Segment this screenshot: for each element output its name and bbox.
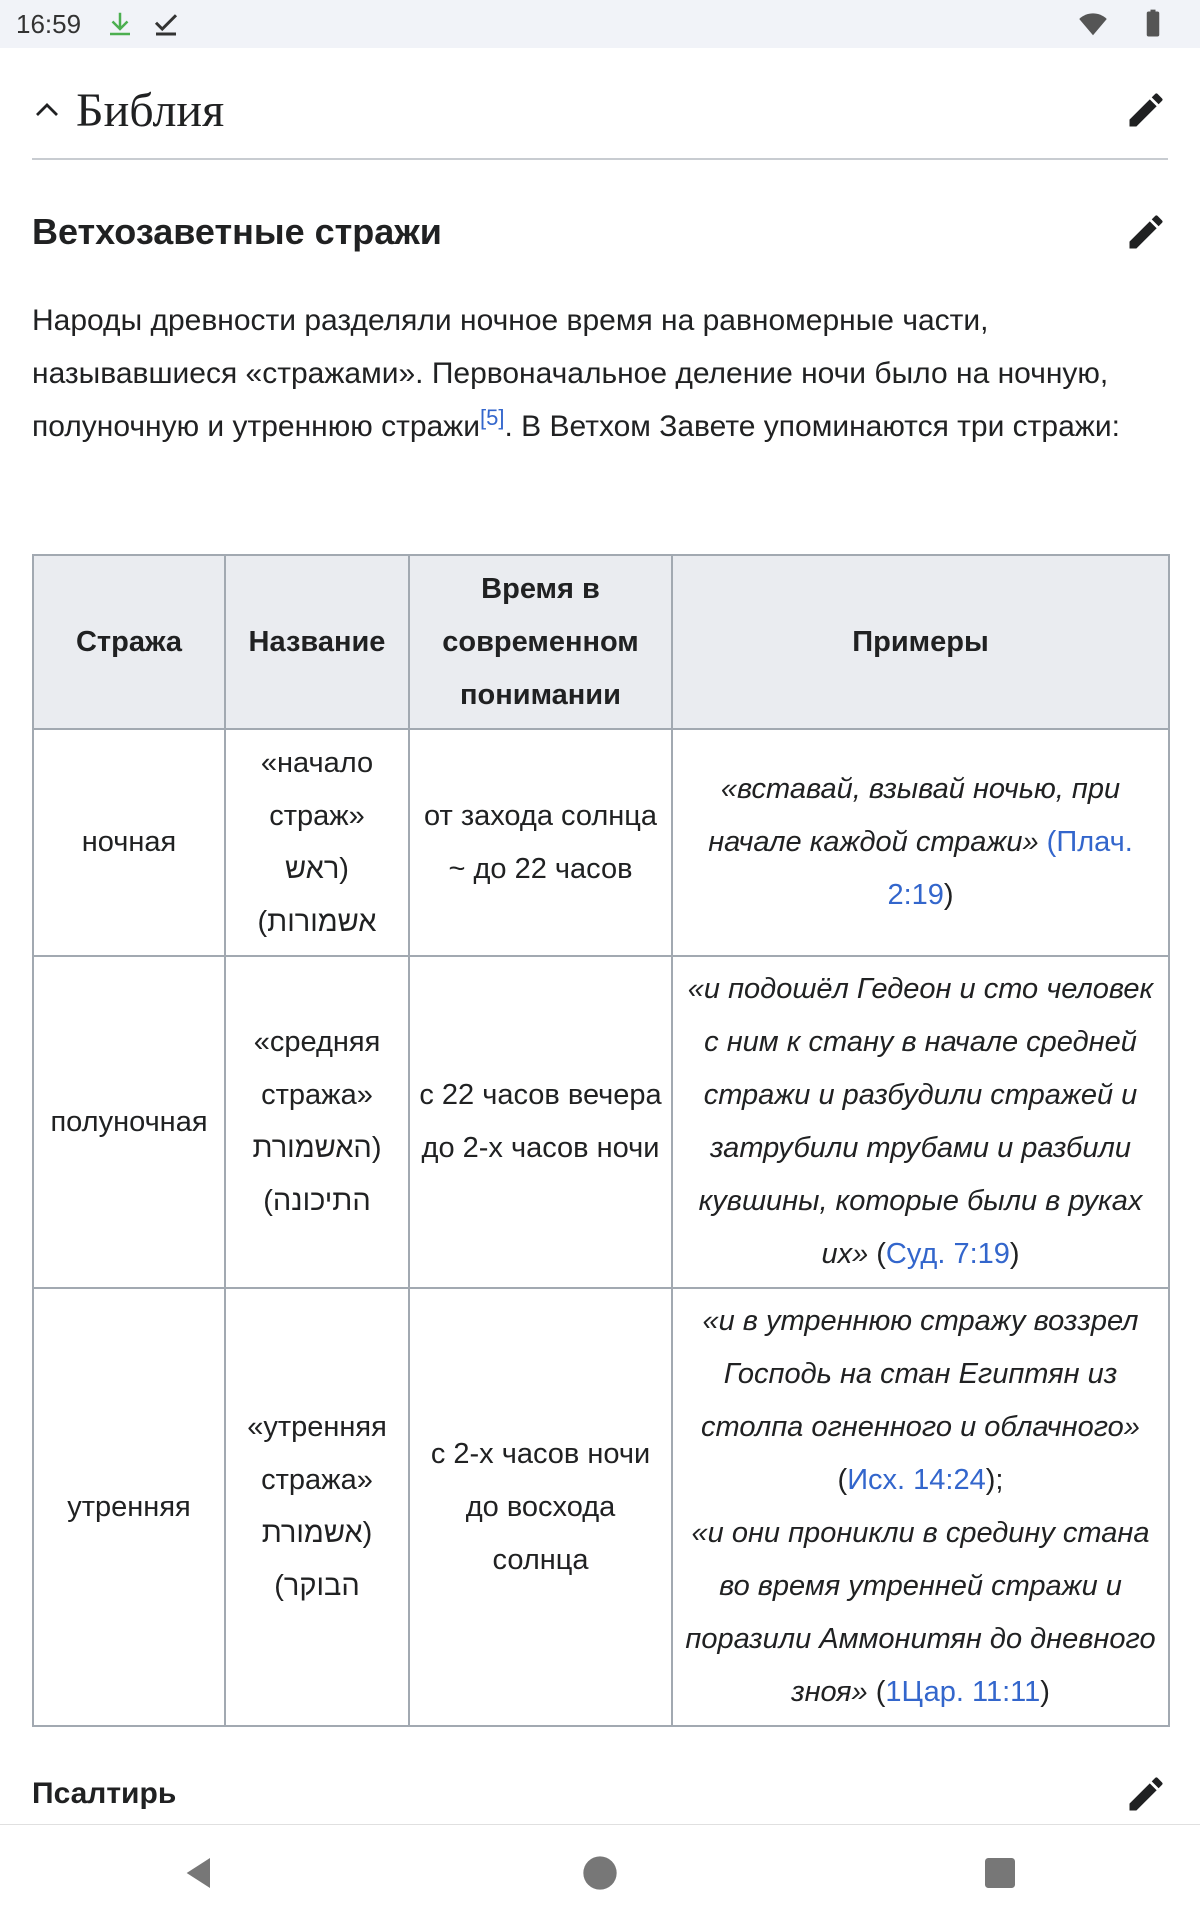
cell-watch: утренняя xyxy=(33,1288,225,1726)
name-ru: «утренняя стража» xyxy=(247,1411,387,1496)
chevron-up-icon[interactable] xyxy=(32,95,62,125)
wifi-icon xyxy=(1078,9,1108,39)
cell-time: с 2-х часов ночи до восхода солнца xyxy=(409,1288,672,1726)
cell-name xyxy=(225,729,409,956)
cell-name xyxy=(225,1288,409,1726)
example-open: ( xyxy=(868,1238,886,1270)
pencil-icon[interactable] xyxy=(1124,1772,1168,1816)
example-quote: «и в утреннюю стражу воззрел Господь на стан Египтян из столпа огненного и облачного» xyxy=(701,1305,1140,1443)
table-row xyxy=(33,1288,1169,1726)
bible-ref-link[interactable]: 1Цар. 11:11 xyxy=(885,1676,1041,1708)
header-time: Время в современном понимании xyxy=(409,555,672,729)
example-close: ) xyxy=(1040,1676,1050,1708)
navigation-bar xyxy=(0,1824,1200,1921)
name-hebrew: (אשמורת הבוקר) xyxy=(261,1517,373,1602)
cell-watch: полуночная xyxy=(33,956,225,1288)
check-icon xyxy=(151,9,181,39)
back-icon[interactable] xyxy=(180,1853,220,1893)
bible-ref-link[interactable]: Плач. 2:19 xyxy=(887,826,1133,911)
next-section-header xyxy=(32,1764,1168,1824)
header-examples: Примеры xyxy=(672,555,1169,729)
bible-ref-link[interactable]: Суд. 7:19 xyxy=(885,1238,1010,1270)
download-icon xyxy=(105,9,135,39)
next-section-title: Псалтирь xyxy=(32,1777,177,1810)
cell-name xyxy=(225,956,409,1288)
status-time: 16:59 xyxy=(16,8,82,39)
section-header[interactable] xyxy=(32,62,1168,160)
watches-table xyxy=(32,554,1170,1727)
example-open: ( xyxy=(837,1464,848,1496)
status-bar xyxy=(0,0,1200,48)
bible-ref-link[interactable]: Исх. 14:24 xyxy=(847,1464,986,1496)
table-row xyxy=(33,956,1169,1288)
example-close: ); xyxy=(985,1464,1004,1496)
cell-examples xyxy=(672,729,1169,956)
paragraph-text: Народы древности разделяли ночное время на равномерные части, называвшиеся «стражами». Первоначальное деление ночи было на ночную, полуночную и утреннюю стражи xyxy=(32,304,1109,443)
example-close: ) xyxy=(943,879,954,911)
example-open: ( xyxy=(867,1676,886,1708)
cell-examples xyxy=(672,956,1169,1288)
section-title: Библия xyxy=(76,83,225,137)
name-hebrew: (האשמורת התיכונה) xyxy=(252,1132,382,1217)
example-close: ) xyxy=(1009,1238,1020,1270)
cell-time: с 22 часов вечера до 2-х часов ночи xyxy=(409,956,672,1288)
intro-paragraph xyxy=(32,294,1172,453)
example-open: ( xyxy=(1038,826,1057,858)
home-icon[interactable] xyxy=(580,1853,620,1893)
subsection-header xyxy=(32,200,1168,264)
example-quote: «и подошёл Гедеон и сто человек с ним к стану в начале средней стражи и разбудили стражей и затрубили трубами и разбили кувшины, которые были в руках их» xyxy=(687,973,1154,1270)
cell-watch: ночная xyxy=(33,729,225,956)
reference-link[interactable]: [5] xyxy=(480,405,505,430)
pencil-icon[interactable] xyxy=(1124,88,1168,132)
battery-icon xyxy=(1138,9,1168,39)
pencil-icon[interactable] xyxy=(1124,210,1168,254)
header-watch: Стража xyxy=(33,555,225,729)
subsection-title: Ветхозаветные стражи xyxy=(32,211,442,252)
paragraph-text-end: . В Ветхом Завете упоминаются три стражи: xyxy=(504,410,1120,443)
table-row xyxy=(33,729,1169,956)
name-hebrew: (ראש אשמורות) xyxy=(257,852,377,938)
cell-examples xyxy=(672,1288,1169,1726)
recents-icon[interactable] xyxy=(980,1853,1020,1893)
name-ru: «средняя стража» xyxy=(253,1026,381,1111)
example-quote: «и они проникли в средину стана во время утренней стражи и поразили Аммонитян до дневного зноя» xyxy=(685,1517,1156,1708)
example-quote: «вставай, взывай ночью, при начале каждой стражи» xyxy=(708,773,1121,858)
header-name: Название xyxy=(225,555,409,729)
cell-time: от захода солнца ~ до 22 часов xyxy=(409,729,672,956)
name-ru: «начало страж» xyxy=(260,746,374,832)
table-header-row xyxy=(33,555,1169,729)
